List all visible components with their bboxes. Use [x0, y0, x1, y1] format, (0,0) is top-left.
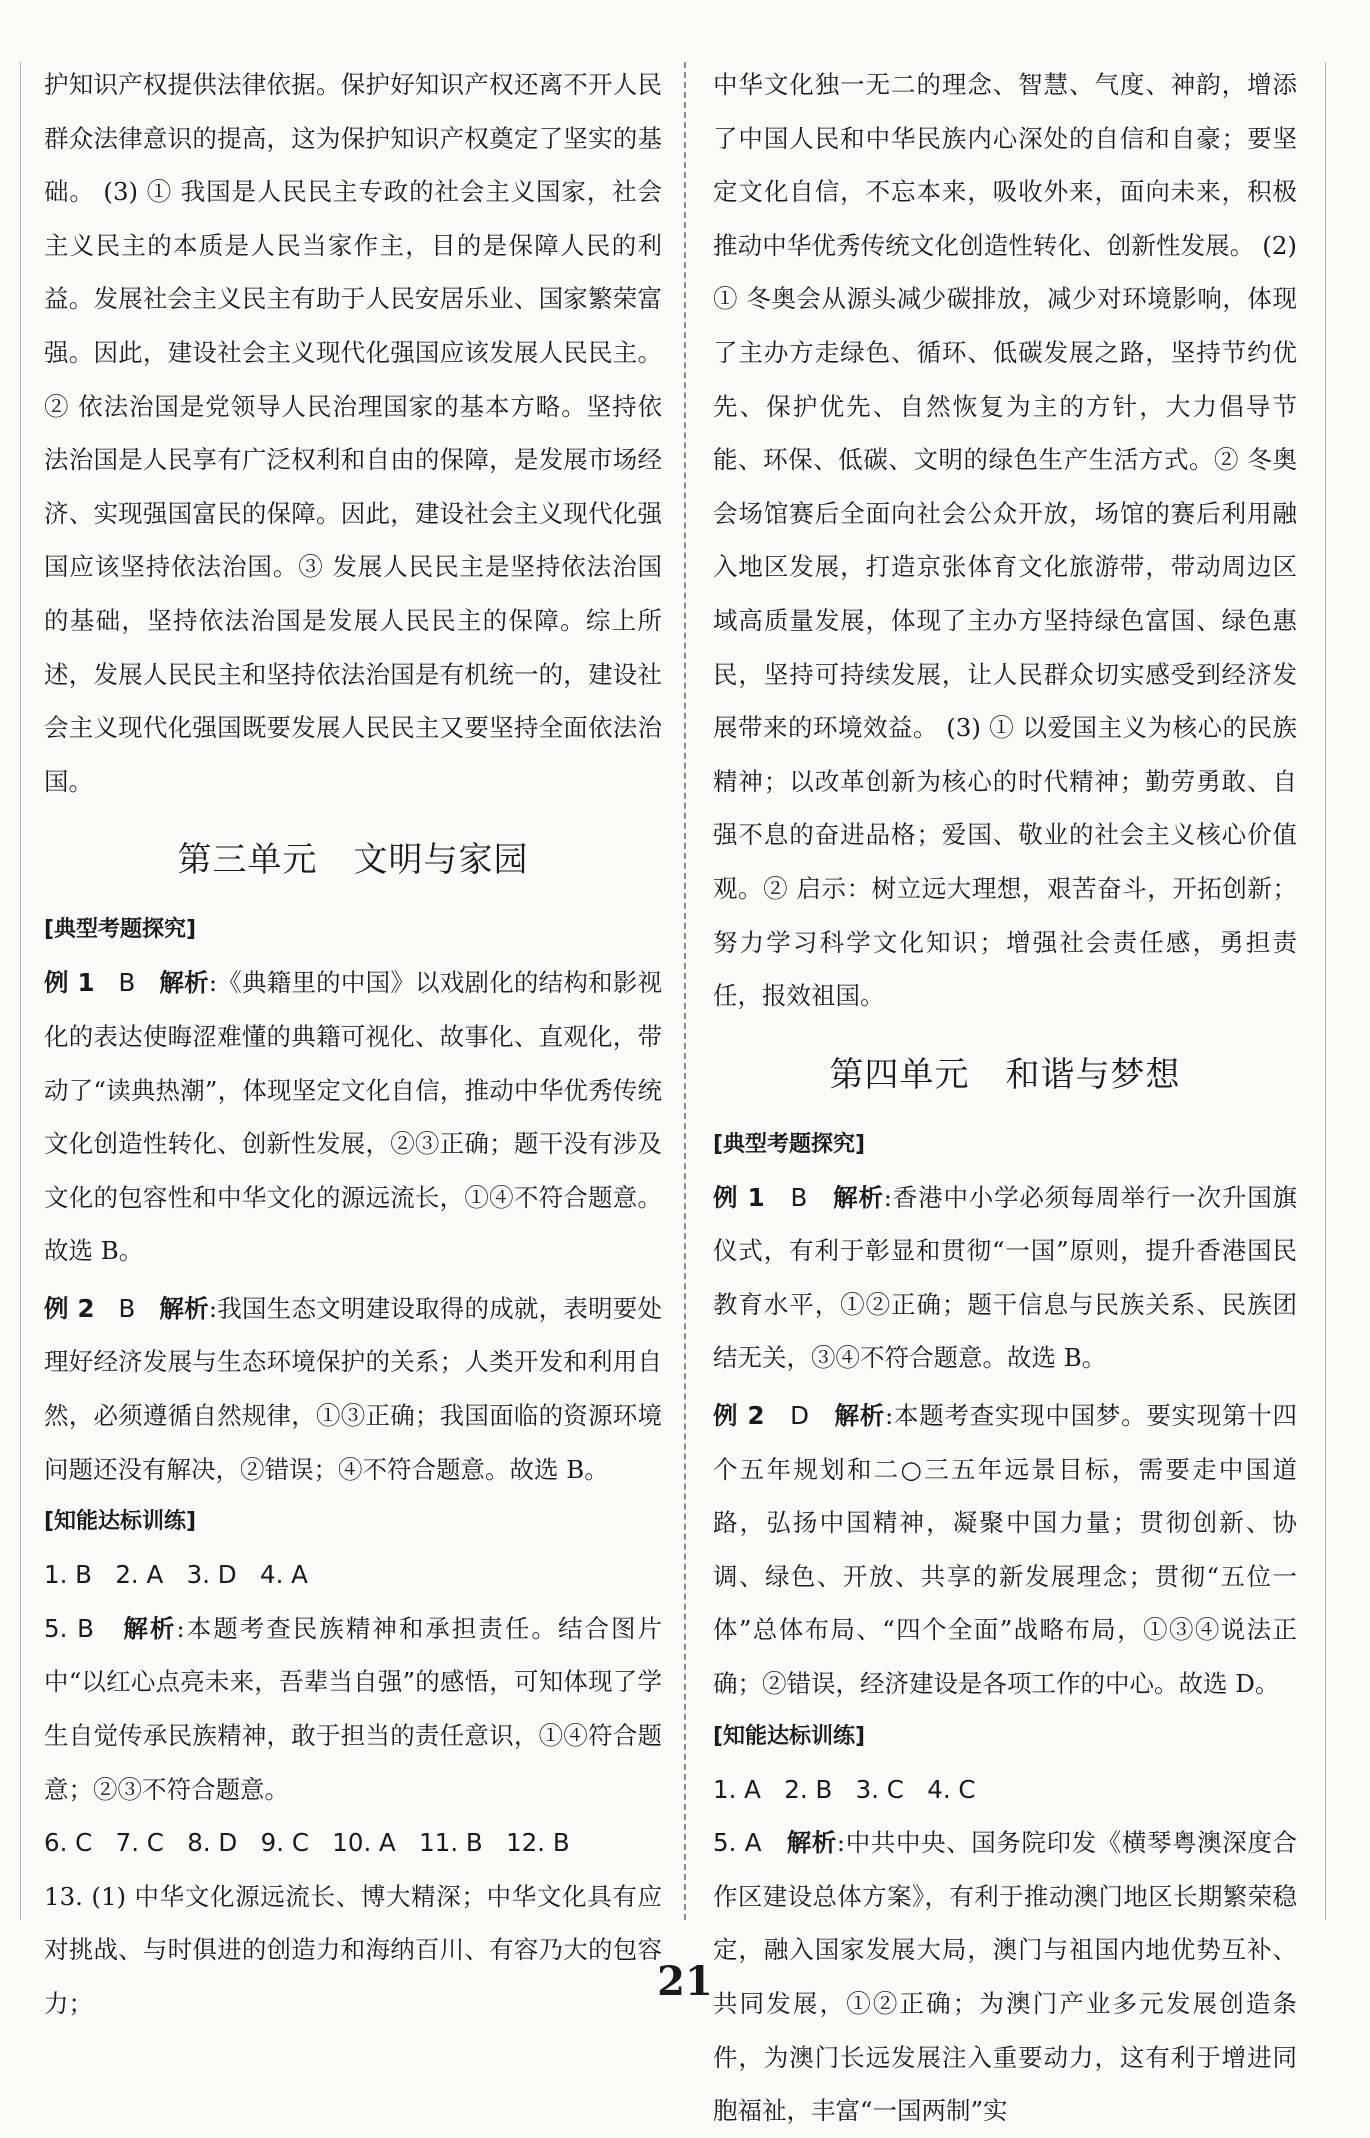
example-label: 例 2	[713, 1401, 765, 1431]
unit-name: 文明与家园	[353, 840, 529, 881]
example-label: 例 1	[44, 968, 95, 998]
example-1	[44, 956, 662, 1278]
example-2	[713, 1389, 1297, 1711]
unit-number: 第四单元	[829, 1054, 970, 1095]
question-5	[44, 1602, 662, 1816]
unit-title	[713, 1045, 1297, 1105]
analysis-keyword: 解析	[159, 968, 209, 998]
section-heading-practice: [知能达标训练]	[713, 1723, 866, 1749]
section-heading-practice: [知能达标训练]	[44, 1509, 197, 1535]
example-analysis: :我国生态文明建设取得的成就，表明要处理好经济发展与生态环境保护的关系；人类开发和利用自然，必须遵循自然规律，①③正确；我国面临的资源环境问题还没有解决，②错误；④不符合题意。故选 B。	[44, 1293, 662, 1484]
section-heading-typical: [典型考题探究]	[713, 1131, 866, 1157]
section-heading-typical: [典型考题探究]	[44, 917, 197, 943]
right-column	[713, 58, 1297, 2138]
example-1	[713, 1171, 1297, 1385]
answer-line: 1. B 2. A 3. D 4. A	[44, 1560, 308, 1590]
analysis-keyword: 解析	[123, 1613, 177, 1643]
analysis-keyword: 解析	[159, 1293, 209, 1323]
right-margin-line	[1325, 62, 1326, 1920]
example-answer: B	[118, 1293, 136, 1323]
column-divider	[684, 62, 686, 1920]
example-label: 例 1	[713, 1182, 765, 1212]
example-2	[44, 1282, 662, 1496]
question-head: 5. A	[713, 1828, 762, 1858]
question-analysis: :中共中央、国务院印发《横琴粤澳深度合作区建设总体方案》，有利于推动澳门地区长期繁荣稳定，融入国家发展大局，澳门与祖国内地优势互补、共同发展，①②正确；为澳门产业多元发展创造条件，为澳门长远发展注入重要动力，这有利于增进同胞福祉，丰富“一国两制”实	[713, 1828, 1297, 2126]
left-column	[44, 58, 662, 2031]
question-13: 13. (1) 中华文化源远流长、博大精深；中华文化具有应对挑战、与时俱进的创造力和海纳百川、有容乃大的包容力；	[44, 1881, 662, 2018]
question-head: 5. B	[44, 1613, 94, 1643]
unit-name: 和谐与梦想	[1005, 1054, 1181, 1095]
unit-number: 第三单元	[177, 840, 318, 881]
example-analysis: :《典籍里的中国》以戏剧化的结构和影视化的表达使晦涩难懂的典籍可视化、故事化、直观化，带动了“读典热潮”，体现坚定文化自信，推动中华优秀传统文化创造性转化、创新性发展，②③正确；题干没有涉及文化的包容性和中华文化的源远流长，①④不符合题意。故选 B。	[44, 968, 662, 1266]
continued-answer-text: 护知识产权提供法律依据。保护好知识产权还离不开人民群众法律意识的提高，这为保护知识产权奠定了坚实的基础。 (3) ① 我国是人民民主专政的社会主义国家，社会主义民主的本质是人民当家作主，目的是保障人民的利益。发展社会主义民主有助于人民安居乐业、国家繁荣富强。因此，建设社会主义现代化强国应该发展人民民主。② 依法治国是党领导人民治理国家的基本方略。坚持依法治国是人民享有广泛权利和自由的保障，是发展市场经济、实现强国富民的保障。因此，建设社会主义现代化强国应该坚持依法治国。③ 发展人民民主是坚持依法治国的基础，坚持依法治国是发展人民民主的保障。综上所述，发展人民民主和坚持依法治国是有机统一的，建设社会主义现代化强国既要发展人民民主又要坚持全面依法治国。	[44, 70, 662, 796]
example-analysis: :本题考查实现中国梦。要实现第十四个五年规划和二○三五年远景目标，需要走中国道路，弘扬中国精神，凝聚中国力量；贯彻创新、协调、绿色、开放、共享的新发展理念；贯彻“五位一体”总体布局、“四个全面”战略布局，①③④说法正确；②错误，经济建设是各项工作的中心。故选 D。	[713, 1401, 1297, 1699]
answer-line: 6. C 7. C 8. D 9. C 10. A 11. B 12. B	[44, 1828, 570, 1858]
analysis-keyword: 解析	[834, 1401, 886, 1431]
question-analysis: :本题考查民族精神和承担责任。结合图片中“以红心点亮未来，吾辈当自强”的感悟，可知体现了学生自觉传承民族精神，敢于担当的责任意识，①④符合题意；②③不符合题意。	[44, 1613, 662, 1804]
example-analysis: :香港中小学必须每周举行一次升国旗仪式，有利于彰显和贯彻“一国”原则，提升香港国民教育水平，①②正确；题干信息与民族关系、民族团结无关，③④不符合题意。故选 B。	[713, 1182, 1297, 1373]
analysis-keyword: 解析	[786, 1828, 837, 1858]
unit-title	[44, 830, 662, 890]
example-label: 例 2	[44, 1293, 95, 1323]
analysis-keyword: 解析	[833, 1182, 884, 1212]
example-answer: B	[790, 1182, 808, 1212]
continued-answer-text: 中华文化独一无二的理念、智慧、气度、神韵，增添了中国人民和中华民族内心深处的自信和自豪；要坚定文化自信，不忘本来，吸收外来，面向未来，积极推动中华优秀传统文化创造性转化、创新性发展。 (2) ① 冬奥会从源头减少碳排放，减少对环境影响，体现了主办方走绿色、循环、低碳发展之路，坚持节约优先、保护优先、自然恢复为主的方针，大力倡导节能、环保、低碳、文明的绿色生产生活方式。② 冬奥会场馆赛后全面向社会公众开放，场馆的赛后利用融入地区发展，打造京张体育文化旅游带，带动周边区域高质量发展，体现了主办方坚持绿色富国、绿色惠民，坚持可持续发展，让人民群众切实感受到经济发展带来的环境效益。 (3) ① 以爱国主义为核心的民族精神；以改革创新为核心的时代精神；勤劳勇敢、自强不息的奋进品格；爱国、敬业的社会主义核心价值观。② 启示：树立远大理想，艰苦奋斗，开拓创新；努力学习科学文化知识；增强社会责任感，勇担责任，报效祖国。	[713, 70, 1297, 1011]
example-answer: B	[118, 968, 136, 998]
left-margin-line	[20, 62, 21, 1920]
example-answer: D	[790, 1401, 809, 1431]
answer-line: 1. A 2. B 3. C 4. C	[713, 1774, 976, 1804]
page-number: 21	[657, 1958, 713, 2005]
